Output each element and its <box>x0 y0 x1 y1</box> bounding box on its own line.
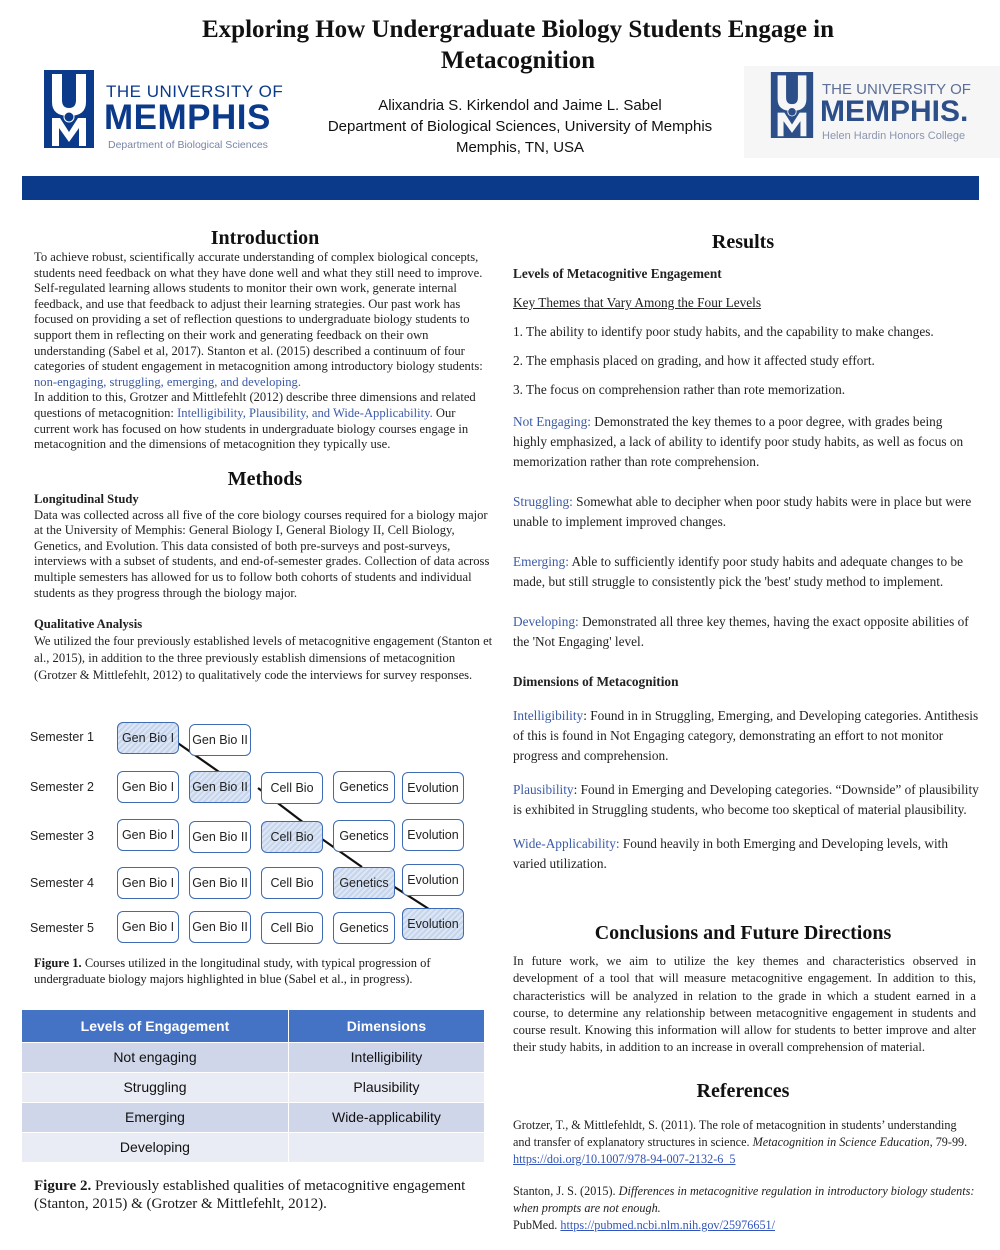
course-box: Gen Bio I <box>117 911 179 943</box>
table-cell: Struggling <box>22 1072 288 1102</box>
results-themes-subheading: Key Themes that Vary Among the Four Levels <box>513 295 762 310</box>
figure-2-caption <box>34 1177 484 1213</box>
semester-label: Semester 3 <box>30 829 94 843</box>
course-box: Gen Bio I <box>117 771 179 803</box>
course-box: Evolution <box>402 772 464 804</box>
level-label: Developing: <box>513 614 579 629</box>
course-box: Evolution <box>402 864 464 896</box>
dimension-label: Wide-Applicability: <box>513 836 620 851</box>
ref1-pages: , 79-99. <box>929 1135 968 1149</box>
methods-subheading-qualitative: Qualitative Analysis <box>34 617 143 632</box>
table-header-dimensions: Dimensions <box>288 1010 484 1042</box>
university-logo-left <box>44 70 284 160</box>
figure-2-label: Figure 2. <box>34 1178 92 1194</box>
dimension-text: : Found in Emerging and Developing categories. “Downside” of plausibility is exhibited in Struggling students, who become too skeptical of material plausibility. <box>513 782 979 817</box>
figure-1-caption <box>34 956 494 987</box>
course-box: Gen Bio II <box>189 911 251 943</box>
header-band <box>22 176 979 200</box>
intro-heading: Introduction <box>210 227 320 249</box>
ref1-text: Grotzer, T., & Mittlefehldt, S. (2011). The role of metacognition in students’ understanding and transfer of explanatory structures in science. <box>513 1118 957 1149</box>
level-label: Not Engaging: <box>513 414 591 429</box>
logo-left-line1: THE UNIVERSITY OF <box>106 82 284 101</box>
level-text: Able to sufficiently identify poor study habits and adequate changes to be made, but still struggle to consistently pick the 'best' study method to implement. <box>513 554 964 589</box>
methods-heading: Methods <box>227 468 303 490</box>
level-developing <box>513 612 979 652</box>
conclusions-heading: Conclusions and Future Directions <box>594 922 892 944</box>
course-box-highlighted: Genetics <box>333 867 395 899</box>
semester-label: Semester 5 <box>30 921 94 935</box>
table-cell: Intelligibility <box>288 1042 484 1072</box>
intro-p1-categories: non-engaging, struggling, emerging, and developing. <box>34 374 301 389</box>
course-box-highlighted: Gen Bio II <box>189 771 251 803</box>
um-logo-icon <box>44 70 94 148</box>
authors: Alixandria S. Kirkendol and Jaime L. Sabel <box>378 97 662 114</box>
table-row <box>22 1042 484 1072</box>
semester-label: Semester 4 <box>30 876 94 890</box>
ref2-title: Differences in metacognitive regulation in introductory biology students: when prompts are not enough. <box>513 1184 975 1215</box>
methods-subheading-longitudinal: Longitudinal Study <box>34 492 139 506</box>
logo-left-line3: Department of Biological Sciences <box>108 139 268 151</box>
theme-item: 2. The emphasis placed on grading, and how it affected study effort. <box>513 353 875 368</box>
results-dimensions-heading: Dimensions of Metacognition <box>513 674 679 689</box>
course-box: Genetics <box>333 771 395 803</box>
theme-item: 3. The focus on comprehension rather than rote memorization. <box>513 382 846 397</box>
methods-p1: Data was collected across all five of the core biology courses required for a biology major at the University of Memphis: General Biology I, General Biology II, Cell Biology, Genetics, and Evolution. This data consisted of both pre-surveys and post-surveys, interviews with a subset of students, and end-of-semester grades. Collection of data across multiple semesters has allowed for us to follow both cohorts of students and individual students as they progress through the biology major. <box>34 507 490 600</box>
figure-1-label: Figure 1. <box>34 956 82 970</box>
course-box: Cell Bio <box>261 912 323 944</box>
dimension-plausibility <box>513 780 979 820</box>
intro-body <box>34 250 494 453</box>
level-label: Struggling: <box>513 494 573 509</box>
course-box-highlighted: Gen Bio I <box>117 722 179 754</box>
table-row <box>22 1102 484 1132</box>
logo-right-line2: MEMPHIS. <box>820 95 969 128</box>
affiliation: Department of Biological Sciences, University of Memphis <box>327 118 713 135</box>
author-block <box>290 95 750 158</box>
ref2-link[interactable]: https://pubmed.ncbi.nlm.nih.gov/25976651/ <box>560 1218 776 1232</box>
methods-p2: We utilized the four previously established levels of metacognitive engagement (Stanton et al., 2015), in addition to the three previously establish dimensions of metacognition (Grotzer & Mittlefehlt, 2012) to qualitatively code the interviews for survey responses. <box>34 633 493 682</box>
poster-title: Exploring How Undergraduate Biology Students Engage in Metacognition <box>201 16 835 74</box>
course-box: Gen Bio II <box>189 821 251 853</box>
references-list <box>513 1117 976 1249</box>
table-cell: Wide-applicability <box>288 1102 484 1132</box>
level-struggling <box>513 492 979 532</box>
logo-right-line3: Helen Hardin Honors College <box>822 130 966 142</box>
course-box: Cell Bio <box>261 772 323 804</box>
ref2-source: PubMed. <box>513 1218 558 1232</box>
course-box: Gen Bio I <box>117 867 179 899</box>
conclusions-body: In future work, we aim to utilize the key themes and characteristics observed in development of a tool that will measure metacognitive engagement. In addition to this, characteristics will be analyzed in relation to the grade in which a student earned in a course, to determine any relationship between metacognitive engagement in students and course result. Knowing this information will allow for students to better improve and alter their study habits, in addition to an increase in overall comprehension of material. <box>513 954 976 1055</box>
figure-1-caption-text: Courses utilized in the longitudinal study, with typical progression of undergraduate biology majors highlighted in blue (Sabel et al., in progress). <box>34 956 431 986</box>
results-heading: Results <box>711 231 775 253</box>
dimension-text: Found heavily in both Emerging and Developing levels, with varied utilization. <box>513 836 948 871</box>
table-row <box>22 1132 484 1162</box>
course-box-highlighted: Evolution <box>402 908 464 940</box>
results-body <box>513 264 979 884</box>
table-cell: Emerging <box>22 1102 288 1132</box>
methods-body <box>34 492 494 684</box>
course-box: Gen Bio I <box>117 819 179 851</box>
semester-label: Semester 2 <box>30 780 94 794</box>
level-text: Demonstrated the key themes to a poor degree, with grades being highly emphasized, a lack of ability to identify poor study habits, as well as focus on memorization rather than rote comprehension. <box>513 414 964 469</box>
course-box: Gen Bio II <box>189 724 251 756</box>
table-cell: Plausibility <box>288 1072 484 1102</box>
figure-2-table <box>22 1010 484 1162</box>
level-text: Somewhat able to decipher when poor study habits were in place but were unable to implement improved changes. <box>513 494 972 529</box>
course-box: Genetics <box>333 820 395 852</box>
results-levels-heading: Levels of Metacognitive Engagement <box>513 266 722 281</box>
table-header-row <box>22 1010 484 1042</box>
level-text: Demonstrated all three key themes, having the exact opposite abilities of the 'Not Engaging' level. <box>513 614 969 649</box>
dimension-label: Plausibility <box>513 782 574 797</box>
semester-label: Semester 1 <box>30 730 94 744</box>
dimension-intelligibility <box>513 706 979 766</box>
table-cell <box>288 1132 484 1162</box>
table-cell: Developing <box>22 1132 288 1162</box>
course-box-highlighted: Cell Bio <box>261 821 323 853</box>
reference-item <box>513 1183 976 1234</box>
intro-p1: To achieve robust, scientifically accurate understanding of complex biological concepts, students need feedback on what they have done well and what they still need to improve. Self-regulated learning allows students to monitor their own work, generate internal feedback, and use that feedback to adjust their learning strategies. Our past work has focused on providing a set of reflection questions to undergraduate biology students to support them in reflecting on their work and generating feedback on their own understanding (Sabel et al, 2017). Stanton et al. (2015) described a continuum of four categories of student engagement in metacognition among introductory biology students: <box>34 250 483 374</box>
theme-item: 1. The ability to identify poor study habits, and the capability to make changes. <box>513 324 934 339</box>
location: Memphis, TN, USA <box>455 139 585 156</box>
university-logo-right <box>744 66 1000 158</box>
intro-p2-dimensions: Intelligibility, Plausibility, and Wide-Applicability. <box>177 405 433 420</box>
figure-2-caption-text: Previously established qualities of metacognitive engagement (Stanton, 2015) & (Grotzer & Mittlefehlt, 2012). <box>34 1178 466 1212</box>
course-box: Cell Bio <box>261 867 323 899</box>
intro-p2-end: Our current work has focused on how students in undergraduate biology courses engage in metacognition and the dimensions of metacognition they typically use. <box>34 405 469 452</box>
course-box: Evolution <box>402 819 464 851</box>
reference-item <box>513 1117 976 1168</box>
dimension-label: Intelligibility <box>513 708 584 723</box>
course-box: Gen Bio II <box>189 867 251 899</box>
dimension-text: : Found in in Struggling, Emerging, and Developing categories. Antithesis of this is found in Not Engaging category, demonstrating an effort to not monitor progress and comprehension. <box>513 708 979 763</box>
level-emerging <box>513 552 979 592</box>
um-logo-icon <box>770 72 814 138</box>
figure-1-course-progression <box>22 716 502 946</box>
course-box: Genetics <box>333 912 395 944</box>
references-heading: References <box>696 1080 790 1102</box>
level-not-engaging <box>513 412 979 472</box>
ref2-text: Stanton, J. S. (2015). <box>513 1184 616 1198</box>
logo-right-line1: THE UNIVERSITY OF <box>822 81 971 98</box>
table-header-levels: Levels of Engagement <box>22 1010 288 1042</box>
level-label: Emerging: <box>513 554 569 569</box>
ref1-link[interactable]: https://doi.org/10.1007/978-94-007-2132-6_5 <box>513 1152 736 1166</box>
ref1-journal: Metacognition in Science Education <box>752 1135 930 1149</box>
dimension-wide-applicability <box>513 834 979 874</box>
logo-left-line2: MEMPHIS <box>104 98 271 137</box>
table-row <box>22 1072 484 1102</box>
intro-p2: In addition to this, Grotzer and Mittlefehlt (2012) describe three dimensions and related questions of metacognition: <box>34 390 476 420</box>
table-cell: Not engaging <box>22 1042 288 1072</box>
